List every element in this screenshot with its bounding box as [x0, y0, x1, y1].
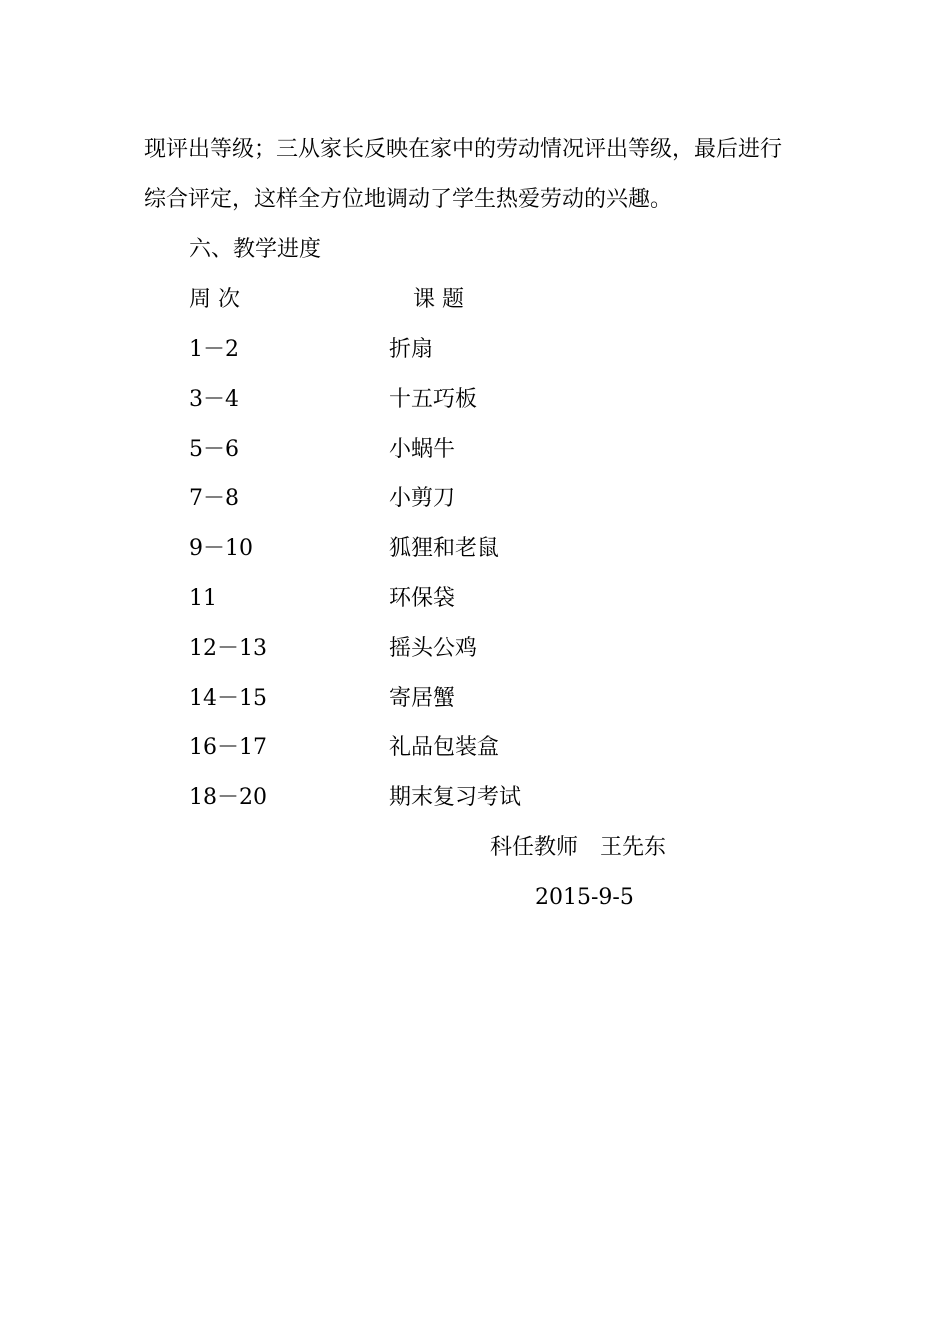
- schedule-week: 12－13: [189, 636, 267, 661]
- schedule-topic: 摇头公鸡: [389, 636, 478, 661]
- schedule-week: 7－8: [189, 486, 239, 511]
- section-heading: 六、教学进度: [189, 237, 322, 262]
- schedule-week: 14－15: [189, 686, 267, 711]
- schedule-row: [0, 439, 950, 469]
- schedule-week: 3－4: [189, 387, 239, 412]
- schedule-row: [0, 389, 950, 419]
- schedule-topic: 折扇: [389, 337, 434, 362]
- schedule-row: [0, 588, 950, 618]
- schedule-row: [0, 787, 950, 817]
- schedule-week: 11: [189, 586, 217, 611]
- schedule-row: [0, 737, 950, 767]
- schedule-row: [0, 688, 950, 718]
- schedule-week: 18－20: [189, 785, 267, 810]
- schedule-topic: 十五巧板: [389, 387, 478, 412]
- paragraph-line-1: 现评出等级；三从家长反映在家中的劳动情况评出等级，最后进行: [144, 137, 783, 162]
- schedule-week: 16－17: [189, 735, 267, 760]
- schedule-topic: 环保袋: [389, 586, 456, 611]
- schedule-week: 9－10: [189, 536, 253, 561]
- paragraph-line-2: 综合评定，这样全方位地调动了学生热爱劳动的兴趣。: [144, 187, 673, 212]
- schedule-topic: 狐狸和老鼠: [389, 536, 500, 561]
- schedule-row: [0, 339, 950, 369]
- document-date: 2015-9-5: [535, 885, 634, 910]
- schedule-week: 5－6: [189, 437, 239, 462]
- schedule-header-week: 周 次: [189, 287, 240, 312]
- schedule-week: 1－2: [189, 337, 239, 362]
- schedule-topic: 小剪刀: [389, 486, 456, 511]
- schedule-topic: 小蜗牛: [389, 437, 456, 462]
- schedule-row: [0, 638, 950, 668]
- schedule-row: [0, 538, 950, 568]
- schedule-header-topic: 课 题: [413, 287, 464, 312]
- schedule-topic: 期末复习考试: [389, 785, 522, 810]
- schedule-topic: 寄居蟹: [389, 686, 456, 711]
- teacher-signature: 科任教师 王先东: [490, 835, 667, 860]
- schedule-topic: 礼品包装盒: [389, 735, 500, 760]
- schedule-row: [0, 488, 950, 518]
